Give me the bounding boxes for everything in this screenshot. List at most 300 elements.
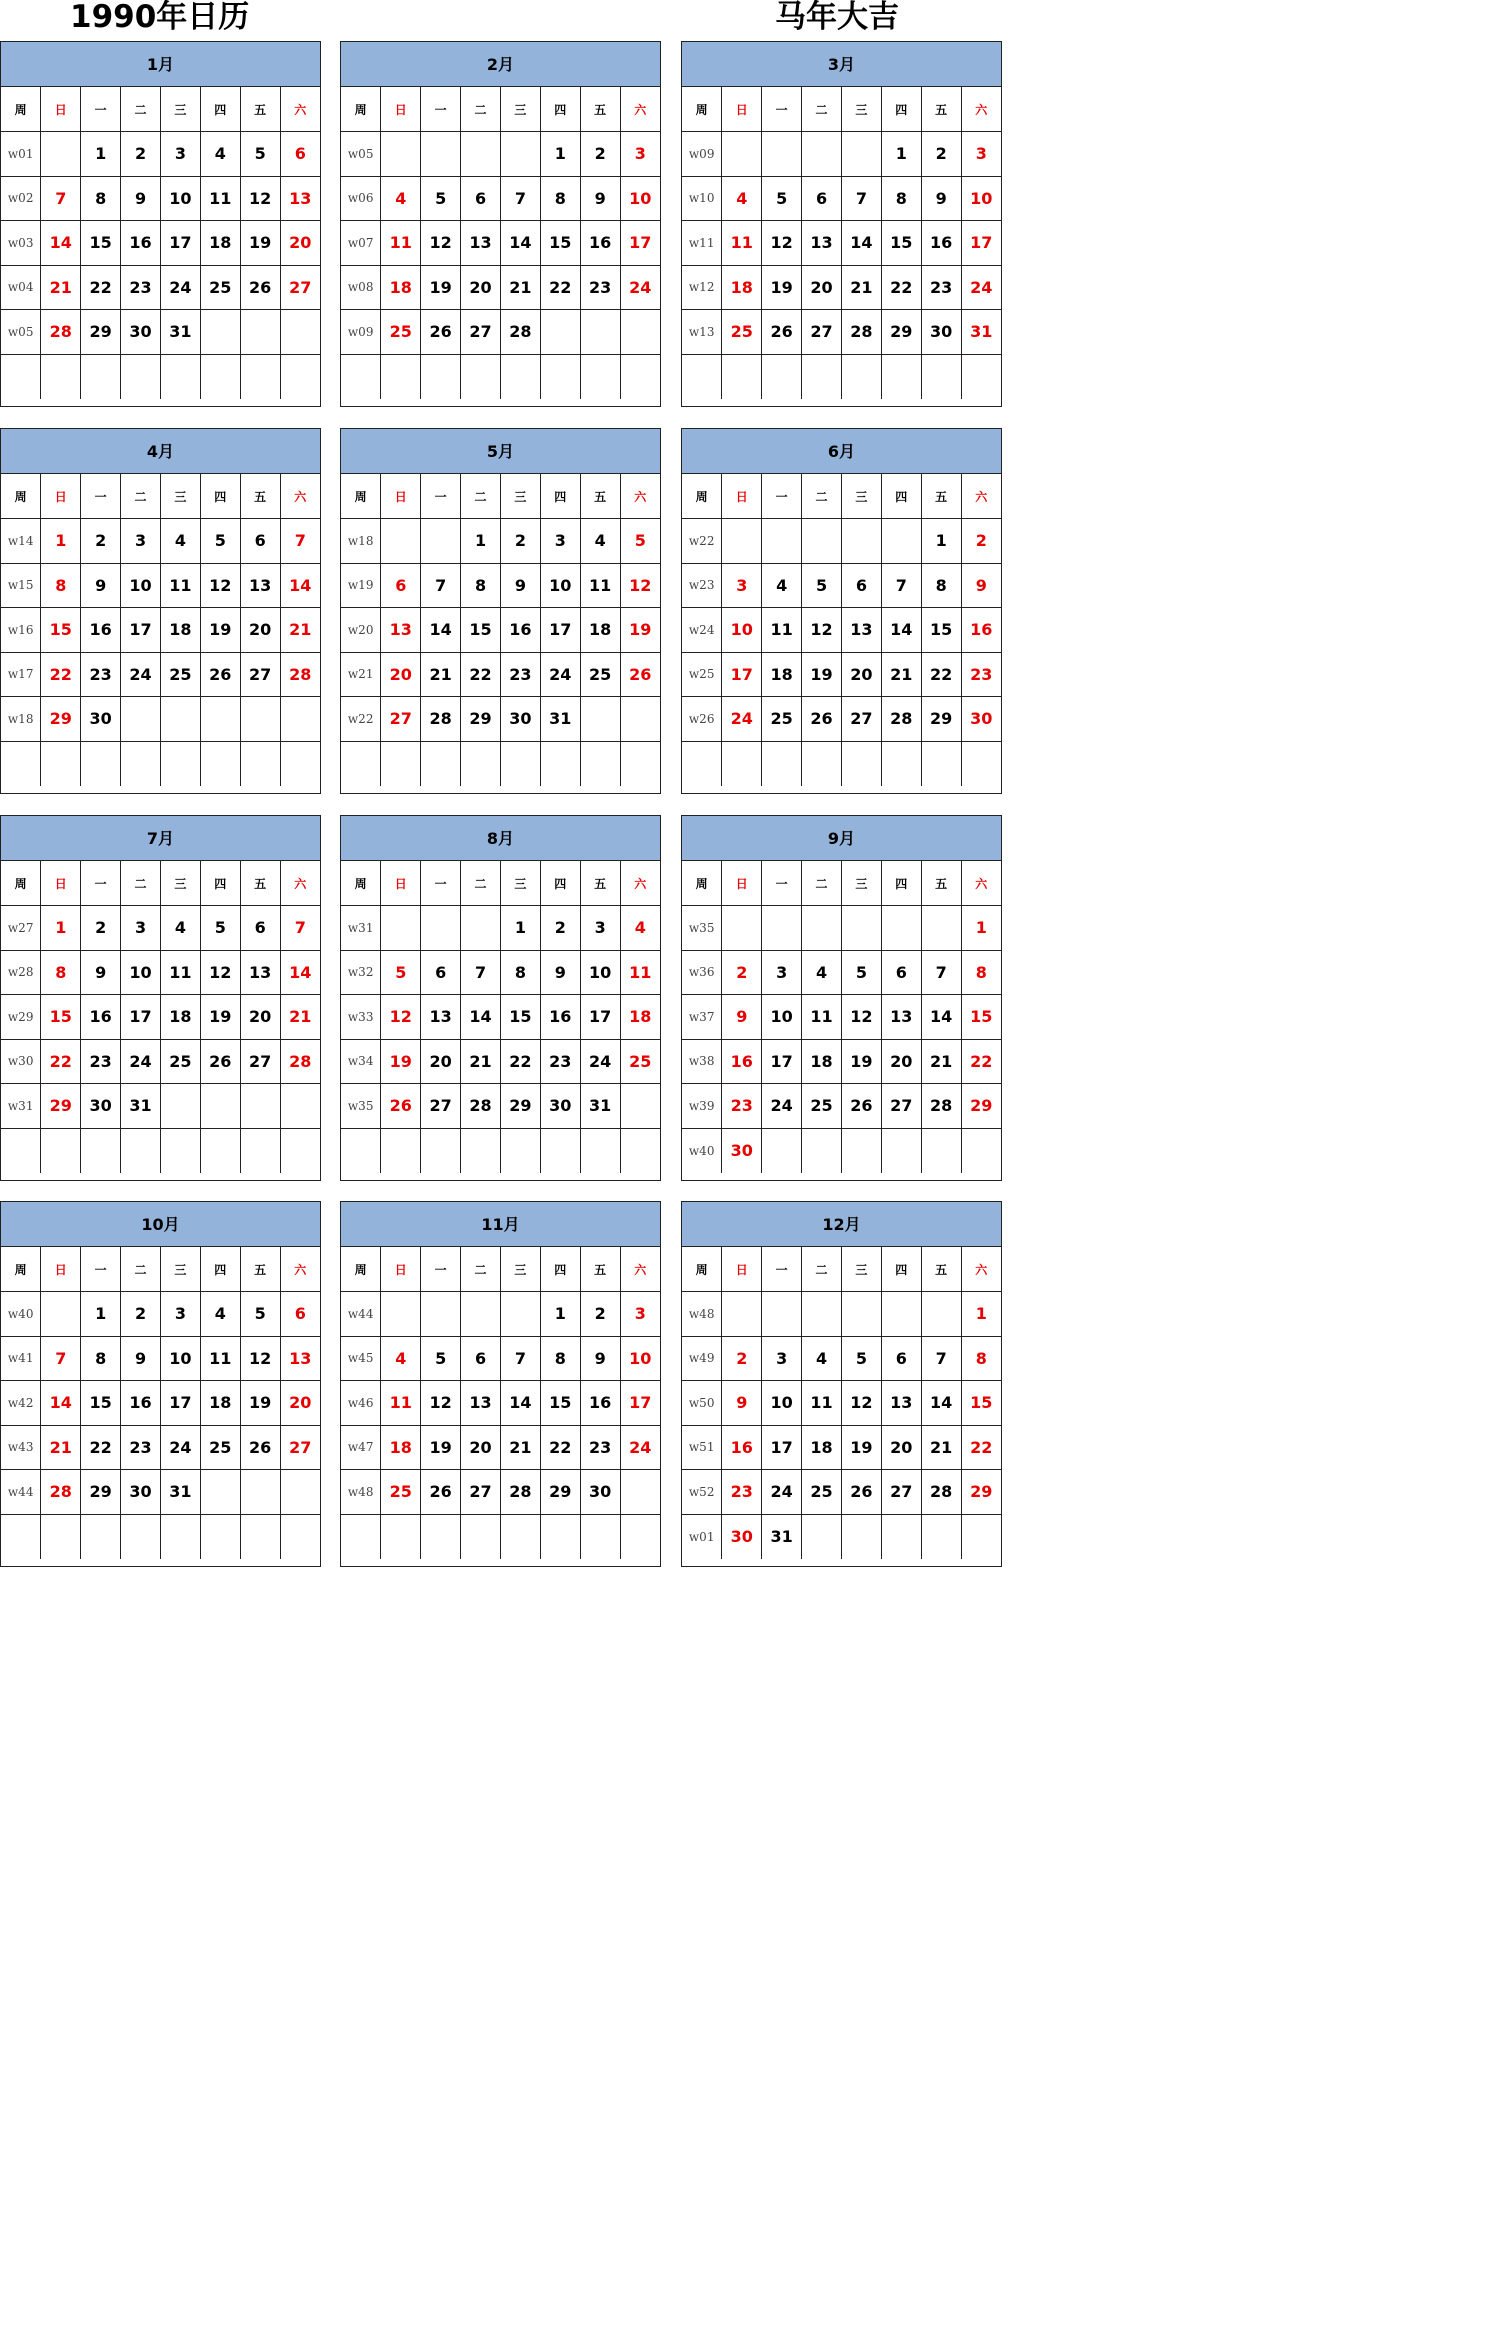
month-block — [340, 1201, 661, 1567]
day-cell: 31 — [961, 310, 1001, 355]
day-cell: 23 — [961, 652, 1001, 697]
day-cell — [421, 1128, 461, 1173]
week-row — [1, 1292, 320, 1337]
day-cell: 16 — [580, 1381, 620, 1426]
week-row — [1, 1470, 320, 1515]
week-row — [341, 176, 660, 221]
day-cell — [161, 1128, 201, 1173]
day-cell: 3 — [762, 950, 802, 995]
day-cell: 15 — [921, 608, 961, 653]
day-cell — [762, 132, 802, 177]
weekday-header-row — [341, 861, 660, 906]
week-number: w24 — [682, 608, 722, 653]
weekday-header: 五 — [921, 1247, 961, 1292]
week-number: w34 — [341, 1039, 381, 1084]
week-row — [682, 741, 1001, 786]
week-number: w18 — [1, 697, 41, 742]
week-number: w28 — [1, 950, 41, 995]
week-number: w21 — [341, 652, 381, 697]
day-cell: 11 — [722, 221, 762, 266]
day-cell — [580, 310, 620, 355]
day-cell: 13 — [421, 995, 461, 1040]
week-number: w48 — [341, 1470, 381, 1515]
day-cell: 29 — [501, 1084, 541, 1129]
month-block — [681, 815, 1002, 1181]
weekday-header: 日 — [722, 1247, 762, 1292]
day-cell — [540, 1514, 580, 1559]
day-cell: 2 — [121, 132, 161, 177]
week-row — [341, 1292, 660, 1337]
day-cell: 13 — [461, 221, 501, 266]
week-number: w26 — [682, 697, 722, 742]
day-cell: 9 — [81, 950, 121, 995]
day-cell: 2 — [580, 132, 620, 177]
day-cell — [842, 132, 882, 177]
day-cell: 12 — [240, 176, 280, 221]
day-cell: 15 — [41, 995, 81, 1040]
day-cell: 2 — [81, 906, 121, 951]
week-number: w19 — [341, 563, 381, 608]
day-cell: 21 — [501, 265, 541, 310]
week-number — [341, 1514, 381, 1559]
month-title: 3月 — [682, 42, 1001, 87]
day-cell: 9 — [580, 176, 620, 221]
week-row — [682, 132, 1001, 177]
day-cell: 1 — [461, 519, 501, 564]
day-cell: 24 — [620, 1425, 660, 1470]
week-row — [341, 132, 660, 177]
month-grid — [341, 87, 660, 399]
weekday-header: 六 — [620, 1247, 660, 1292]
weekday-header: 三 — [842, 87, 882, 132]
day-cell — [280, 1470, 320, 1515]
day-cell: 27 — [280, 265, 320, 310]
day-cell: 26 — [620, 652, 660, 697]
day-cell: 27 — [802, 310, 842, 355]
week-row — [1, 995, 320, 1040]
day-cell — [921, 906, 961, 951]
day-cell: 25 — [580, 652, 620, 697]
day-cell: 17 — [762, 1039, 802, 1084]
day-cell — [961, 1514, 1001, 1559]
day-cell: 24 — [121, 652, 161, 697]
weekday-header: 一 — [762, 474, 802, 519]
day-cell: 7 — [41, 176, 81, 221]
day-cell: 10 — [121, 950, 161, 995]
weekday-header-row — [341, 1247, 660, 1292]
weekday-header: 三 — [161, 1247, 201, 1292]
day-cell: 19 — [240, 221, 280, 266]
week-number: w20 — [341, 608, 381, 653]
day-cell — [540, 310, 580, 355]
weekday-header: 四 — [540, 1247, 580, 1292]
day-cell: 23 — [722, 1470, 762, 1515]
day-cell — [501, 1128, 541, 1173]
day-cell: 14 — [842, 221, 882, 266]
week-row — [1, 1425, 320, 1470]
day-cell — [921, 354, 961, 399]
day-cell — [280, 1128, 320, 1173]
day-cell: 18 — [161, 608, 201, 653]
month-block — [340, 41, 661, 407]
weekday-header: 四 — [540, 861, 580, 906]
day-cell: 18 — [722, 265, 762, 310]
week-number: w14 — [1, 519, 41, 564]
day-cell: 29 — [81, 310, 121, 355]
month-title: 4月 — [1, 429, 320, 474]
day-cell: 10 — [620, 1336, 660, 1381]
day-cell — [461, 354, 501, 399]
day-cell: 17 — [121, 608, 161, 653]
day-cell — [501, 354, 541, 399]
day-cell — [200, 1514, 240, 1559]
weekday-header: 二 — [121, 474, 161, 519]
day-cell: 30 — [961, 697, 1001, 742]
day-cell: 25 — [161, 652, 201, 697]
weekday-header: 日 — [41, 861, 81, 906]
week-number: w49 — [682, 1336, 722, 1381]
weekday-header: 五 — [921, 474, 961, 519]
day-cell: 26 — [842, 1084, 882, 1129]
day-cell — [802, 519, 842, 564]
day-cell — [41, 1514, 81, 1559]
day-cell: 1 — [961, 1292, 1001, 1337]
day-cell: 30 — [921, 310, 961, 355]
day-cell — [961, 354, 1001, 399]
week-row — [341, 519, 660, 564]
day-cell — [121, 1128, 161, 1173]
month-grid — [1, 474, 320, 786]
weekday-header: 一 — [762, 87, 802, 132]
week-row — [1, 1514, 320, 1559]
weekday-header: 五 — [580, 861, 620, 906]
day-cell: 30 — [81, 1084, 121, 1129]
weekday-header-row — [1, 1247, 320, 1292]
day-cell: 1 — [540, 1292, 580, 1337]
day-cell: 21 — [41, 1425, 81, 1470]
day-cell — [240, 697, 280, 742]
day-cell: 10 — [961, 176, 1001, 221]
day-cell — [41, 1128, 81, 1173]
weekday-header: 二 — [802, 861, 842, 906]
day-cell: 9 — [921, 176, 961, 221]
weekday-header: 日 — [41, 474, 81, 519]
weekday-header: 一 — [81, 474, 121, 519]
week-row — [341, 995, 660, 1040]
day-cell: 6 — [280, 132, 320, 177]
day-cell: 4 — [620, 906, 660, 951]
day-cell: 14 — [921, 995, 961, 1040]
month-title: 6月 — [682, 429, 1001, 474]
day-cell: 4 — [161, 906, 201, 951]
week-row — [682, 697, 1001, 742]
day-cell: 3 — [121, 519, 161, 564]
month-block — [681, 1201, 1002, 1567]
week-number: w52 — [682, 1470, 722, 1515]
week-row — [1, 563, 320, 608]
day-cell: 1 — [961, 906, 1001, 951]
day-cell: 16 — [501, 608, 541, 653]
page-subtitle: 马年大吉 — [775, 0, 899, 35]
day-cell: 10 — [580, 950, 620, 995]
day-cell: 16 — [580, 221, 620, 266]
day-cell: 28 — [280, 652, 320, 697]
weekday-header-row — [682, 1247, 1001, 1292]
day-cell — [881, 1292, 921, 1337]
week-number: w17 — [1, 652, 41, 697]
week-row — [1, 906, 320, 951]
day-cell: 5 — [200, 906, 240, 951]
weekday-header: 六 — [961, 861, 1001, 906]
weekday-header: 三 — [501, 861, 541, 906]
day-cell — [921, 741, 961, 786]
weekday-header: 一 — [421, 474, 461, 519]
weekday-header: 六 — [620, 474, 660, 519]
day-cell: 9 — [121, 1336, 161, 1381]
weekday-header: 一 — [421, 87, 461, 132]
week-number: w01 — [1, 132, 41, 177]
day-cell: 14 — [41, 1381, 81, 1426]
month-grid — [1, 1247, 320, 1559]
day-cell: 18 — [200, 221, 240, 266]
week-row — [1, 697, 320, 742]
day-cell: 31 — [121, 1084, 161, 1129]
day-cell — [121, 354, 161, 399]
day-cell: 14 — [41, 221, 81, 266]
day-cell: 17 — [580, 995, 620, 1040]
day-cell — [842, 354, 882, 399]
week-column-header: 周 — [1, 474, 41, 519]
day-cell — [240, 354, 280, 399]
day-cell: 7 — [421, 563, 461, 608]
week-row — [682, 1514, 1001, 1559]
day-cell: 12 — [421, 221, 461, 266]
day-cell: 5 — [842, 950, 882, 995]
day-cell — [620, 741, 660, 786]
day-cell: 19 — [381, 1039, 421, 1084]
day-cell: 28 — [421, 697, 461, 742]
week-row — [682, 310, 1001, 355]
day-cell: 1 — [501, 906, 541, 951]
week-column-header: 周 — [1, 861, 41, 906]
week-row — [682, 354, 1001, 399]
week-number: w03 — [1, 221, 41, 266]
day-cell: 9 — [722, 995, 762, 1040]
day-cell: 15 — [81, 1381, 121, 1426]
day-cell — [200, 1128, 240, 1173]
weekday-header: 三 — [501, 87, 541, 132]
day-cell: 7 — [280, 906, 320, 951]
weekday-header: 六 — [620, 87, 660, 132]
week-number: w35 — [682, 906, 722, 951]
day-cell: 1 — [41, 906, 81, 951]
day-cell — [200, 1470, 240, 1515]
day-cell: 5 — [240, 1292, 280, 1337]
day-cell: 12 — [842, 1381, 882, 1426]
day-cell: 13 — [881, 995, 921, 1040]
weekday-header: 四 — [200, 87, 240, 132]
week-number: w04 — [1, 265, 41, 310]
day-cell: 16 — [121, 221, 161, 266]
day-cell: 18 — [802, 1425, 842, 1470]
weekday-header: 六 — [961, 474, 1001, 519]
day-cell: 24 — [580, 1039, 620, 1084]
day-cell — [802, 741, 842, 786]
day-cell: 23 — [501, 652, 541, 697]
day-cell: 18 — [620, 995, 660, 1040]
day-cell — [580, 741, 620, 786]
weekday-header-row — [1, 474, 320, 519]
week-row — [682, 1128, 1001, 1173]
week-row — [1, 608, 320, 653]
day-cell: 25 — [802, 1470, 842, 1515]
day-cell: 20 — [881, 1039, 921, 1084]
day-cell: 2 — [580, 1292, 620, 1337]
day-cell: 11 — [161, 563, 201, 608]
week-row — [1, 1084, 320, 1129]
week-number: w40 — [1, 1292, 41, 1337]
weekday-header-row — [682, 861, 1001, 906]
day-cell: 6 — [381, 563, 421, 608]
day-cell: 19 — [842, 1425, 882, 1470]
week-number: w48 — [682, 1292, 722, 1337]
day-cell — [580, 697, 620, 742]
day-cell — [121, 741, 161, 786]
week-row — [1, 221, 320, 266]
day-cell — [280, 741, 320, 786]
day-cell: 11 — [580, 563, 620, 608]
day-cell — [881, 354, 921, 399]
day-cell: 19 — [762, 265, 802, 310]
weekday-header: 三 — [842, 1247, 882, 1292]
weekday-header: 四 — [540, 474, 580, 519]
day-cell: 29 — [461, 697, 501, 742]
weekday-header: 二 — [461, 861, 501, 906]
day-cell — [381, 519, 421, 564]
week-number: w33 — [341, 995, 381, 1040]
day-cell: 24 — [762, 1084, 802, 1129]
day-cell: 19 — [200, 608, 240, 653]
week-number: w09 — [682, 132, 722, 177]
day-cell: 16 — [921, 221, 961, 266]
day-cell: 10 — [762, 1381, 802, 1426]
day-cell: 16 — [540, 995, 580, 1040]
week-number: w36 — [682, 950, 722, 995]
day-cell — [620, 1470, 660, 1515]
day-cell: 5 — [842, 1336, 882, 1381]
day-cell — [461, 1128, 501, 1173]
day-cell: 24 — [620, 265, 660, 310]
weekday-header: 二 — [121, 861, 161, 906]
day-cell: 12 — [802, 608, 842, 653]
weekday-header: 日 — [722, 474, 762, 519]
day-cell: 3 — [540, 519, 580, 564]
week-number — [682, 741, 722, 786]
weekday-header: 一 — [421, 861, 461, 906]
week-row — [682, 265, 1001, 310]
day-cell: 2 — [722, 1336, 762, 1381]
day-cell: 11 — [620, 950, 660, 995]
day-cell: 18 — [580, 608, 620, 653]
day-cell: 13 — [381, 608, 421, 653]
weekday-header: 四 — [200, 861, 240, 906]
day-cell: 2 — [121, 1292, 161, 1337]
day-cell — [722, 906, 762, 951]
day-cell: 21 — [842, 265, 882, 310]
day-cell: 4 — [802, 1336, 842, 1381]
week-number: w09 — [341, 310, 381, 355]
day-cell — [381, 1292, 421, 1337]
day-cell: 12 — [842, 995, 882, 1040]
weekday-header: 一 — [81, 861, 121, 906]
day-cell: 2 — [501, 519, 541, 564]
week-number — [341, 354, 381, 399]
day-cell — [200, 741, 240, 786]
day-cell: 12 — [200, 563, 240, 608]
day-cell — [501, 1514, 541, 1559]
day-cell: 24 — [722, 697, 762, 742]
day-cell: 22 — [540, 265, 580, 310]
month-grid — [1, 87, 320, 399]
day-cell: 21 — [280, 608, 320, 653]
weekday-header: 五 — [580, 87, 620, 132]
day-cell — [580, 1514, 620, 1559]
day-cell — [200, 310, 240, 355]
day-cell — [802, 1514, 842, 1559]
day-cell: 6 — [842, 563, 882, 608]
day-cell: 5 — [200, 519, 240, 564]
day-cell — [842, 519, 882, 564]
day-cell — [240, 1470, 280, 1515]
day-cell: 20 — [381, 652, 421, 697]
day-cell — [381, 906, 421, 951]
day-cell: 15 — [81, 221, 121, 266]
month-block — [0, 1201, 321, 1567]
day-cell: 7 — [41, 1336, 81, 1381]
week-number: w07 — [341, 221, 381, 266]
day-cell: 18 — [381, 1425, 421, 1470]
day-cell: 11 — [381, 1381, 421, 1426]
day-cell: 31 — [161, 310, 201, 355]
day-cell: 12 — [240, 1336, 280, 1381]
weekday-header: 四 — [881, 474, 921, 519]
day-cell — [161, 1084, 201, 1129]
day-cell — [620, 354, 660, 399]
day-cell — [200, 354, 240, 399]
day-cell: 3 — [161, 1292, 201, 1337]
day-cell: 24 — [961, 265, 1001, 310]
week-row — [341, 1084, 660, 1129]
weekday-header: 二 — [121, 87, 161, 132]
month-block — [681, 41, 1002, 407]
week-row — [682, 1292, 1001, 1337]
day-cell: 7 — [842, 176, 882, 221]
day-cell: 22 — [41, 652, 81, 697]
week-column-header: 周 — [341, 87, 381, 132]
day-cell: 7 — [501, 1336, 541, 1381]
day-cell — [240, 1084, 280, 1129]
day-cell: 23 — [921, 265, 961, 310]
day-cell: 22 — [540, 1425, 580, 1470]
day-cell: 7 — [921, 1336, 961, 1381]
day-cell — [421, 132, 461, 177]
day-cell — [461, 1514, 501, 1559]
week-row — [682, 1039, 1001, 1084]
day-cell: 31 — [762, 1514, 802, 1559]
day-cell: 1 — [81, 1292, 121, 1337]
day-cell: 17 — [121, 995, 161, 1040]
week-row — [682, 652, 1001, 697]
